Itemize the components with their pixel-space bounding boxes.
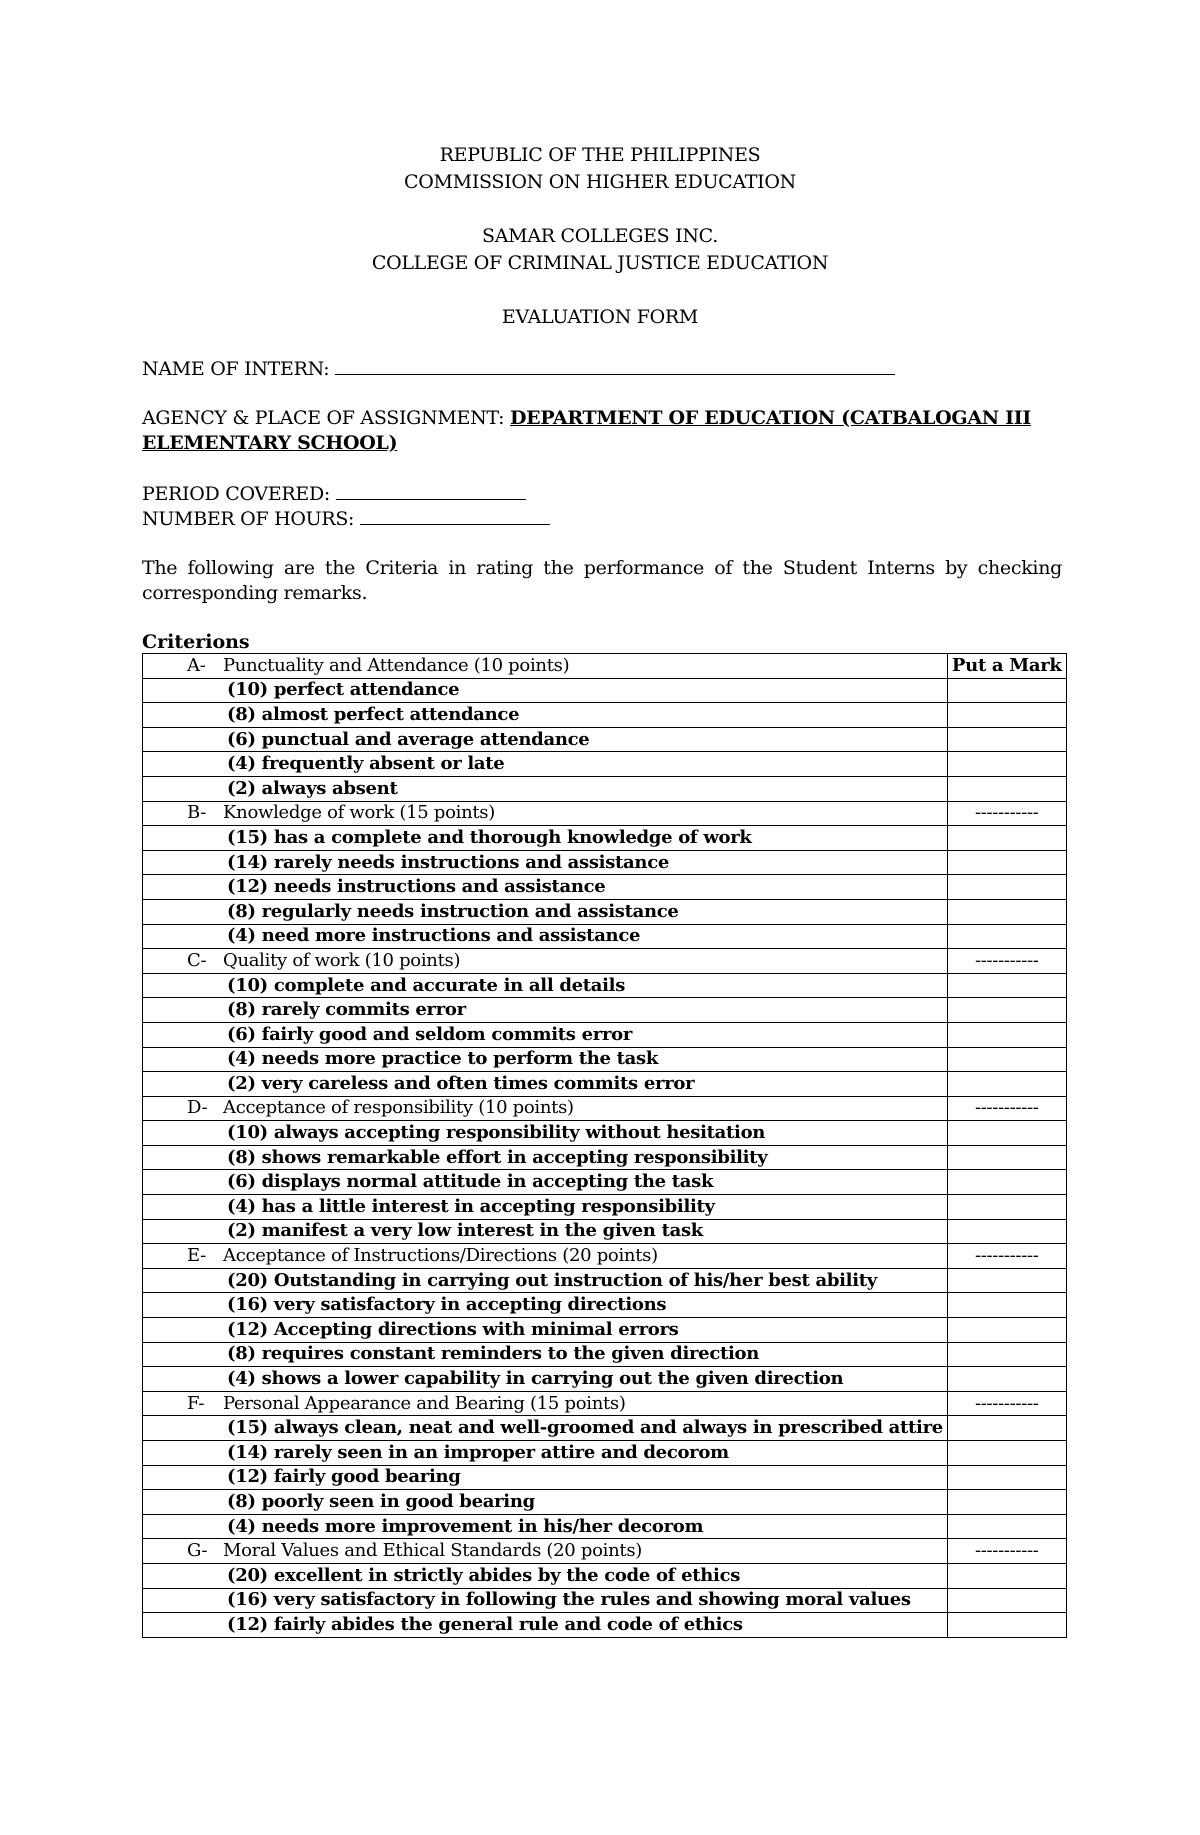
mark-cell[interactable] — [947, 826, 1066, 851]
criterion-item-row — [143, 727, 1067, 752]
criterion-category-cell — [143, 801, 948, 826]
mark-cell[interactable] — [947, 752, 1066, 777]
criterion-item-row — [143, 703, 1067, 728]
mark-dash-cell: ----------- — [947, 1391, 1066, 1416]
criterion-item-row — [143, 1072, 1067, 1097]
agency-value: DEPARTMENT OF EDUCATION (CATBALOGAN III — [509, 407, 1031, 429]
mark-cell[interactable] — [947, 1195, 1066, 1220]
mark-cell[interactable] — [947, 1268, 1066, 1293]
criterion-item-row — [143, 678, 1067, 703]
criterion-item-label: (14) rarely needs instructions and assistance — [143, 850, 948, 875]
mark-cell[interactable] — [947, 1293, 1066, 1318]
mark-cell[interactable] — [947, 1490, 1066, 1515]
criterion-item-label: (12) fairly good bearing — [143, 1465, 948, 1490]
header-commission: COMMISSION ON HIGHER EDUCATION — [404, 171, 796, 193]
criterion-title: Quality of work (10 points) — [223, 949, 461, 971]
criterion-category-row — [143, 654, 1067, 679]
criterion-item-row — [143, 924, 1067, 949]
agency-label: AGENCY & PLACE OF ASSIGNMENT: — [142, 407, 505, 429]
mark-dash-cell: ----------- — [947, 1096, 1066, 1121]
mark-cell[interactable] — [947, 1318, 1066, 1343]
criterion-item-row — [143, 1563, 1067, 1588]
header-republic: REPUBLIC OF THE PHILIPPINES — [439, 144, 761, 166]
criterion-item-row — [143, 1121, 1067, 1146]
criterion-item-row — [143, 1441, 1067, 1466]
mark-cell[interactable] — [947, 1145, 1066, 1170]
mark-cell[interactable] — [947, 1072, 1066, 1097]
criterion-title: Punctuality and Attendance (10 points) — [223, 654, 570, 676]
criterion-item-row — [143, 776, 1067, 801]
criterion-item-row — [143, 1367, 1067, 1392]
form-title: EVALUATION FORM — [501, 306, 699, 328]
mark-cell[interactable] — [947, 875, 1066, 900]
criterion-item-row — [143, 1293, 1067, 1318]
criterions-label: Criterions — [142, 631, 250, 653]
criterion-item-row — [143, 850, 1067, 875]
criterion-item-label: (4) frequently absent or late — [143, 752, 948, 777]
agency-row-2 — [142, 431, 397, 455]
criterion-item-label: (6) fairly good and seldom commits error — [143, 1022, 948, 1047]
criterion-item-row — [143, 1268, 1067, 1293]
mark-cell[interactable] — [947, 703, 1066, 728]
criterion-letter: C- — [187, 949, 207, 971]
mark-cell[interactable] — [947, 1342, 1066, 1367]
criterion-letter: F- — [187, 1392, 205, 1414]
instructions-paragraph: The following are the Criteria in rating the performance of the Student Interns by checking corresponding remarks. — [142, 557, 1062, 604]
header-college-name: SAMAR COLLEGES INC. — [482, 225, 718, 247]
criterion-item-row — [143, 899, 1067, 924]
criterion-item-label: (12) Accepting directions with minimal errors — [143, 1318, 948, 1343]
mark-cell[interactable] — [947, 1367, 1066, 1392]
criterion-title: Knowledge of work (15 points) — [223, 802, 495, 824]
criterion-item-label: (20) Outstanding in carrying out instruction of his/her best ability — [143, 1268, 948, 1293]
criterion-item-row — [143, 1047, 1067, 1072]
criterion-item-row — [143, 1613, 1067, 1638]
criterion-item-label: (4) need more instructions and assistance — [143, 924, 948, 949]
criteria-table — [142, 653, 1067, 1638]
mark-dash-cell: ----------- — [947, 801, 1066, 826]
criterion-category-row — [143, 949, 1067, 974]
name-of-intern-label: NAME OF INTERN: — [142, 358, 330, 380]
mark-cell[interactable] — [947, 850, 1066, 875]
mark-cell[interactable] — [947, 998, 1066, 1023]
criterion-title: Acceptance of responsibility (10 points) — [223, 1097, 574, 1119]
criterion-item-row — [143, 998, 1067, 1023]
criterion-letter: D- — [187, 1097, 208, 1119]
number-of-hours-label: NUMBER OF HOURS: — [142, 508, 355, 530]
criterion-category-row — [143, 801, 1067, 826]
criterion-category-row — [143, 1539, 1067, 1564]
criterion-item-label: (12) needs instructions and assistance — [143, 875, 948, 900]
criterion-title: Acceptance of Instructions/Directions (20 points) — [223, 1245, 658, 1267]
mark-cell[interactable] — [947, 1563, 1066, 1588]
criterion-category-cell — [143, 654, 948, 679]
criterion-item-row — [143, 752, 1067, 777]
agency-value-continued: ELEMENTARY SCHOOL) — [142, 432, 398, 454]
criterion-item-label: (6) punctual and average attendance — [143, 727, 948, 752]
criterion-item-label: (6) displays normal attitude in accepting the task — [143, 1170, 948, 1195]
criterion-letter: G- — [187, 1540, 208, 1562]
criterion-item-row — [143, 1145, 1067, 1170]
criterion-category-cell — [143, 1096, 948, 1121]
criterion-item-label: (20) excellent in strictly abides by the code of ethics — [143, 1563, 948, 1588]
name-of-intern-row — [142, 356, 895, 381]
criterion-item-label: (8) requires constant reminders to the given direction — [143, 1342, 948, 1367]
criterion-item-row — [143, 1465, 1067, 1490]
criterion-letter: B- — [187, 802, 207, 824]
criterion-letter: E- — [187, 1245, 206, 1267]
mark-cell[interactable] — [947, 1514, 1066, 1539]
criterion-item-label: (10) complete and accurate in all details — [143, 973, 948, 998]
criterion-item-label: (8) almost perfect attendance — [143, 703, 948, 728]
criterion-item-label: (4) needs more improvement in his/her decorom — [143, 1514, 948, 1539]
criterion-item-label: (8) shows remarkable effort in accepting responsibility — [143, 1145, 948, 1170]
criterion-item-label: (2) manifest a very low interest in the given task — [143, 1219, 948, 1244]
criterion-item-label: (10) perfect attendance — [143, 678, 948, 703]
criterion-item-row — [143, 1514, 1067, 1539]
criterion-item-label: (16) very satisfactory in accepting directions — [143, 1293, 948, 1318]
mark-cell[interactable] — [947, 1047, 1066, 1072]
criterion-item-row — [143, 1588, 1067, 1613]
criterion-item-label: (2) always absent — [143, 776, 948, 801]
criterion-category-cell — [143, 1539, 948, 1564]
period-covered-blank[interactable] — [336, 481, 526, 500]
criterion-item-label: (4) has a little interest in accepting responsibility — [143, 1195, 948, 1220]
criterion-item-label: (15) always clean, neat and well-groomed and always in prescribed attire — [143, 1416, 948, 1441]
criterion-category-row — [143, 1244, 1067, 1269]
mark-cell[interactable] — [947, 973, 1066, 998]
criterion-item-row — [143, 1318, 1067, 1343]
mark-cell[interactable] — [947, 1170, 1066, 1195]
criterion-item-label: (8) rarely commits error — [143, 998, 948, 1023]
criterion-letter: A- — [187, 654, 206, 676]
mark-cell[interactable] — [947, 1022, 1066, 1047]
criterion-category-row — [143, 1391, 1067, 1416]
criterion-item-label: (8) poorly seen in good bearing — [143, 1490, 948, 1515]
mark-cell[interactable] — [947, 1613, 1066, 1638]
criterion-item-row — [143, 826, 1067, 851]
mark-cell[interactable] — [947, 1416, 1066, 1441]
mark-dash-cell: ----------- — [947, 1539, 1066, 1564]
mark-cell[interactable] — [947, 1588, 1066, 1613]
criterion-category-cell — [143, 949, 948, 974]
criterion-item-label: (4) shows a lower capability in carrying out the given direction — [143, 1367, 948, 1392]
mark-dash-cell: ----------- — [947, 1244, 1066, 1269]
criterion-item-label: (16) very satisfactory in following the rules and showing moral values — [143, 1588, 948, 1613]
mark-cell[interactable] — [947, 1219, 1066, 1244]
criterion-title: Moral Values and Ethical Standards (20 points) — [223, 1540, 642, 1562]
criterion-item-row — [143, 1022, 1067, 1047]
criterion-item-label: (2) very careless and often times commits error — [143, 1072, 948, 1097]
criterion-item-row — [143, 1416, 1067, 1441]
criterion-item-label: (12) fairly abides the general rule and code of ethics — [143, 1613, 948, 1638]
mark-dash-cell: ----------- — [947, 949, 1066, 974]
criterion-item-row — [143, 1195, 1067, 1220]
criterion-item-label: (14) rarely seen in an improper attire and decorom — [143, 1441, 948, 1466]
agency-row-1 — [142, 406, 1031, 430]
mark-cell[interactable] — [947, 776, 1066, 801]
criterion-item-row — [143, 875, 1067, 900]
header-department: COLLEGE OF CRIMINAL JUSTICE EDUCATION — [371, 252, 829, 274]
criterion-item-row — [143, 973, 1067, 998]
name-of-intern-blank[interactable] — [335, 356, 895, 375]
mark-cell[interactable] — [947, 924, 1066, 949]
number-of-hours-row — [142, 506, 550, 531]
criterion-item-row — [143, 1170, 1067, 1195]
mark-cell[interactable] — [947, 1465, 1066, 1490]
criterion-item-label: (8) regularly needs instruction and assistance — [143, 899, 948, 924]
criterion-item-label: (4) needs more practice to perform the task — [143, 1047, 948, 1072]
criterion-item-row — [143, 1219, 1067, 1244]
number-of-hours-blank[interactable] — [360, 506, 550, 525]
criterion-title: Personal Appearance and Bearing (15 points) — [223, 1392, 626, 1414]
mark-cell[interactable] — [947, 899, 1066, 924]
mark-cell[interactable] — [947, 727, 1066, 752]
criterion-item-row — [143, 1490, 1067, 1515]
criterion-category-cell — [143, 1244, 948, 1269]
criterion-category-cell — [143, 1391, 948, 1416]
criterion-item-row — [143, 1342, 1067, 1367]
period-covered-row — [142, 481, 526, 506]
criterion-item-label: (10) always accepting responsibility without hesitation — [143, 1121, 948, 1146]
criterion-category-row — [143, 1096, 1067, 1121]
criterion-item-label: (15) has a complete and thorough knowledge of work — [143, 826, 948, 851]
period-covered-label: PERIOD COVERED: — [142, 483, 330, 505]
put-a-mark-header: Put a Mark — [947, 654, 1066, 679]
mark-cell[interactable] — [947, 678, 1066, 703]
mark-cell[interactable] — [947, 1121, 1066, 1146]
mark-cell[interactable] — [947, 1441, 1066, 1466]
